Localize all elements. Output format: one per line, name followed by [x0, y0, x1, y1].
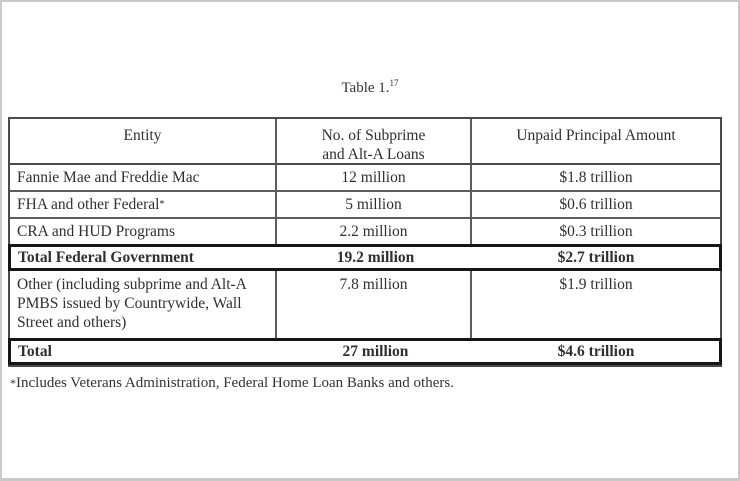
cell-entity: CRA and HUD Programs [10, 219, 277, 244]
table-footnote [10, 375, 454, 392]
table-row-total-federal [8, 244, 722, 271]
footnote-marker: * [10, 376, 16, 390]
cell-entity: FHA and other Federal * [10, 192, 277, 217]
table-row [10, 165, 720, 192]
cell-entity: Total Federal Government [18, 249, 194, 266]
cell-amount: $1.9 trillion [559, 276, 633, 293]
table-row [10, 271, 720, 338]
cell-loans: 2.2 million [277, 219, 472, 244]
cell-amount: $1.8 trillion [559, 169, 633, 186]
table-title-footnote-ref: 17 [389, 78, 399, 88]
header-entity: Entity [10, 119, 277, 164]
header-loans-lines: No. of Subprime and Alt-A Loans [321, 127, 426, 163]
header-amount: Unpaid Principal Amount [516, 127, 676, 144]
table-header-row [10, 119, 720, 165]
cell-loans: 27 million [342, 343, 409, 360]
cell-amount: $4.6 trillion [557, 343, 635, 360]
loans-table [8, 117, 722, 367]
table-row [10, 219, 720, 244]
cell-loans: 12 million [277, 165, 472, 190]
cell-entity: Total [18, 343, 52, 360]
table-row [10, 192, 720, 219]
footnote-text: Includes Veterans Administration, Federal Home Loan Banks and others. [16, 375, 454, 391]
cell-amount: $0.3 trillion [559, 223, 633, 240]
cell-entity: Other (including subprime and Alt-A PMBS issued by Countrywide, Wall Street and others) [10, 271, 277, 338]
cell-amount: $0.6 trillion [559, 196, 633, 213]
cell-entity: Fannie Mae and Freddie Mac [10, 165, 277, 190]
cell-amount: $2.7 trillion [557, 249, 635, 266]
header-loans [277, 119, 472, 164]
table-title-text: Table 1. [341, 80, 390, 96]
cell-loans: 19.2 million [336, 249, 415, 266]
cell-loans: 5 million [277, 192, 472, 217]
table-row-total [8, 338, 722, 365]
table-title [0, 78, 740, 97]
cell-loans: 7.8 million [277, 271, 472, 338]
